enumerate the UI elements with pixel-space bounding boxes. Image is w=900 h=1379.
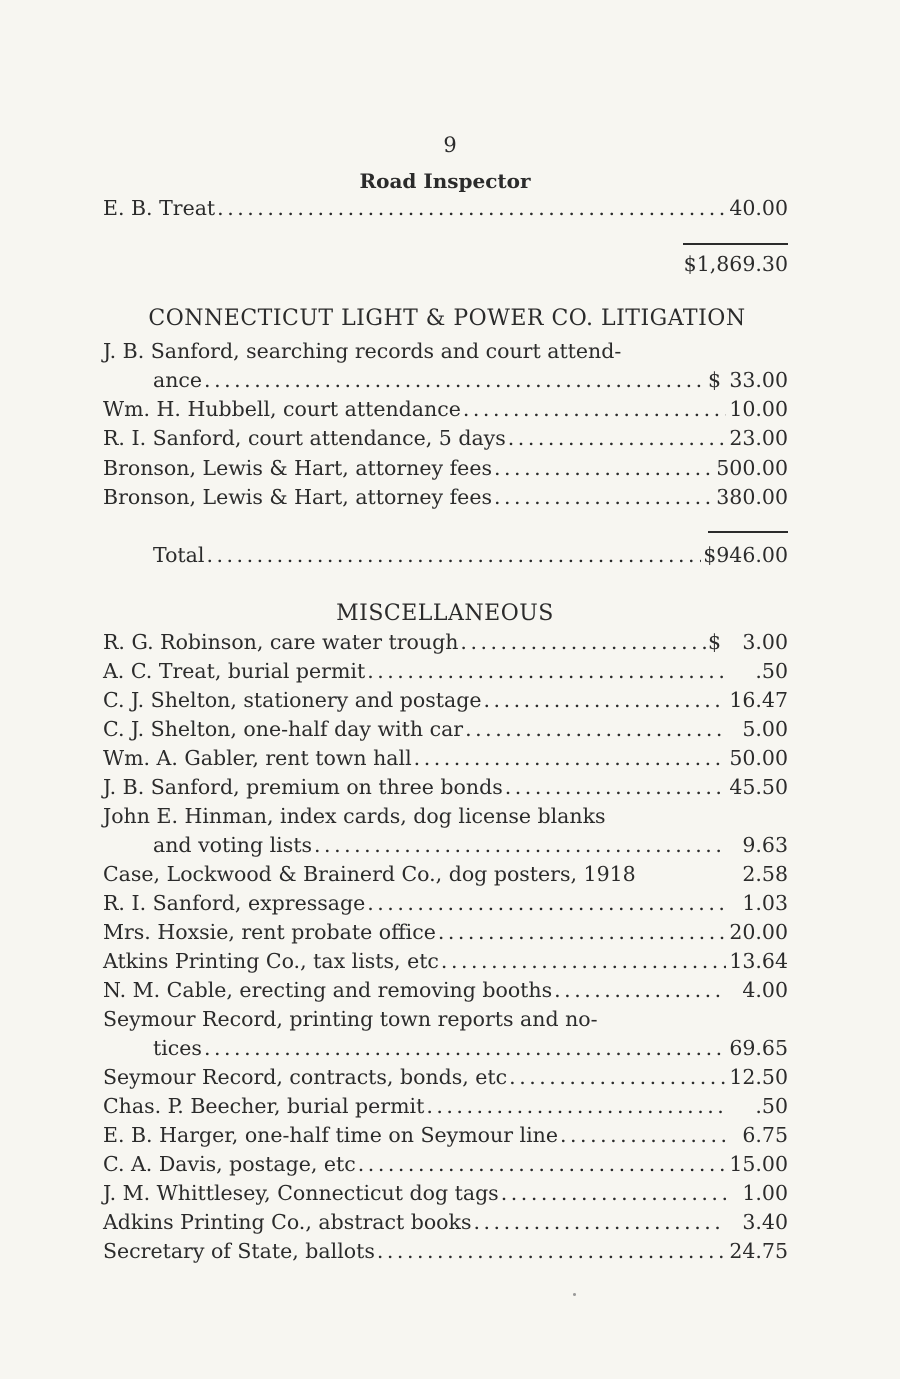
ledger-row [103,368,788,398]
row-amount: .50 [755,1094,788,1118]
ledger-row [103,688,788,718]
row-amount: 15.00 [729,1152,788,1176]
ledger-row [103,1036,788,1066]
row-amount: 50.00 [729,746,788,770]
dot-leader [358,1152,726,1176]
ledger-row [103,426,788,456]
row-label: Adkins Printing Co., abstract books [103,1210,472,1234]
row-amount: 9.63 [742,833,788,857]
ledger-row [103,397,788,427]
row-label: Mrs. Hoxsie, rent probate office [103,920,436,944]
page-number: 9 [443,133,457,157]
misc-heading: MISCELLANEOUS [336,601,554,626]
row-label: E. B. Harger, one-half time on Seymour line [103,1123,558,1147]
clp-total-row [153,543,788,573]
row-amount: 24.75 [729,1239,788,1263]
row-amount: 13.64 [729,949,788,973]
dot-leader [473,1210,726,1234]
currency-sign: $ [708,368,722,392]
row-amount: 16.47 [729,688,788,712]
row-amount: 40.00 [729,196,788,220]
row-label: C. A. Davis, postage, etc [103,1152,356,1176]
row-label: R. G. Robinson, care water trough [103,630,459,654]
ledger-row [103,862,788,892]
dot-leader [465,717,726,741]
row-label: J. M. Whittlesey, Connecticut dog tags [103,1181,499,1205]
row-label: J. B. Sanford, searching records and court attend- [103,339,622,363]
ledger-row [103,1181,788,1211]
dot-leader [314,833,726,857]
ledger-row [103,949,788,979]
dot-leader [484,688,726,712]
ledger-row [103,746,788,776]
clp-heading: CONNECTICUT LIGHT & POWER CO. LITIGATION [148,306,746,331]
ledger-row [103,833,788,863]
dot-leader [508,426,726,450]
dot-leader [463,397,726,421]
row-label: Wm. A. Gabler, rent town hall [103,746,412,770]
row-amount: 6.75 [742,1123,788,1147]
row-label: Seymour Record, contracts, bonds, etc [103,1065,508,1089]
row-label: E. B. Treat [103,196,216,220]
dot-leader [206,543,701,567]
row-label: Atkins Printing Co., tax lists, etc [103,949,439,973]
row-amount: 69.65 [729,1036,788,1060]
row-label: A. C. Treat, burial permit [103,659,366,683]
ledger-row [103,978,788,1008]
row-amount: 380.00 [716,485,788,509]
row-label: Wm. H. Hubbell, court attendance [103,397,461,421]
dot-leader [217,196,726,220]
road-inspector-heading: Road Inspector [359,169,531,193]
ledger-row [103,1210,788,1240]
row-amount: 10.00 [729,397,788,421]
dot-leader [367,659,726,683]
currency-sign: $ [708,630,722,654]
row-label: N. M. Cable, erecting and removing booths [103,978,553,1002]
dot-leader [460,630,706,654]
ledger-row [103,804,703,834]
row-amount: 45.50 [729,775,788,799]
dot-leader [501,1181,726,1205]
ledger-row [103,920,788,950]
dot-leader [494,485,714,509]
dot-leader [414,746,726,770]
clp-total-amount: $946.00 [703,543,788,567]
ledger-row [103,339,703,369]
row-label: John E. Hinman, index cards, dog license blanks [103,804,606,828]
ledger-row [103,456,788,486]
row-amount: .50 [755,659,788,683]
dot-leader [554,978,726,1002]
ledger-row [103,1152,788,1182]
row-amount: 1.00 [742,1181,788,1205]
row-label: R. I. Sanford, court attendance, 5 days [103,426,506,450]
ledger-row [103,1123,788,1153]
subtotal-rule [683,243,788,245]
ledger-row [103,1065,788,1095]
row-amount: 2.58 [742,862,788,886]
row-amount: 3.00 [742,630,788,654]
row-label: J. B. Sanford, premium on three bonds [103,775,503,799]
dot-leader [367,891,726,915]
ledger-row [103,485,788,515]
row-label: Secretary of State, ballots [103,1239,375,1263]
row-amount: 1.03 [742,891,788,915]
row-label: C. J. Shelton, stationery and postage [103,688,482,712]
ledger-row [103,630,788,660]
dot-leader [560,1123,726,1147]
row-label: Chas. P. Beecher, burial permit [103,1094,425,1118]
row-label: and voting lists [153,833,313,857]
row-amount: 4.00 [742,978,788,1002]
row-label: C. J. Shelton, one-half day with car [103,717,464,741]
dot-leader [377,1239,726,1263]
row-label: Seymour Record, printing town reports and no- [103,1007,598,1031]
ledger-row [103,717,788,747]
dot-leader [441,949,726,973]
ledger-row [103,775,788,805]
dot-leader [509,1065,726,1089]
total-label: Total [153,543,205,567]
total-rule [708,531,788,533]
ledger-row [103,659,788,689]
ledger-row [103,1239,788,1269]
row-label: R. I. Sanford, expressage [103,891,366,915]
ledger-row [103,1007,703,1037]
row-amount: 33.00 [729,368,788,392]
dot-leader [438,920,726,944]
dot-leader [204,1036,726,1060]
row-label: tices [153,1036,202,1060]
row-label: ance [153,368,203,392]
ledger-row [103,196,788,226]
dot-leader [494,456,714,480]
paper-speck [573,1293,576,1296]
row-amount: 3.40 [742,1210,788,1234]
row-label: Bronson, Lewis & Hart, attorney fees [103,485,492,509]
row-label: Bronson, Lewis & Hart, attorney fees [103,456,492,480]
row-label: Case, Lockwood & Brainerd Co., dog posters, 1918 [103,862,636,886]
ledger-row [103,1094,788,1124]
row-amount: 20.00 [729,920,788,944]
dot-leader [204,368,706,392]
row-amount: 500.00 [716,456,788,480]
dot-leader [426,1094,726,1118]
row-amount: 12.50 [729,1065,788,1089]
row-amount: 5.00 [742,717,788,741]
row-amount: 23.00 [729,426,788,450]
dot-leader [505,775,726,799]
road-total-amount: $1,869.30 [683,252,788,276]
ledger-row [103,891,788,921]
road-total-row [103,252,788,282]
